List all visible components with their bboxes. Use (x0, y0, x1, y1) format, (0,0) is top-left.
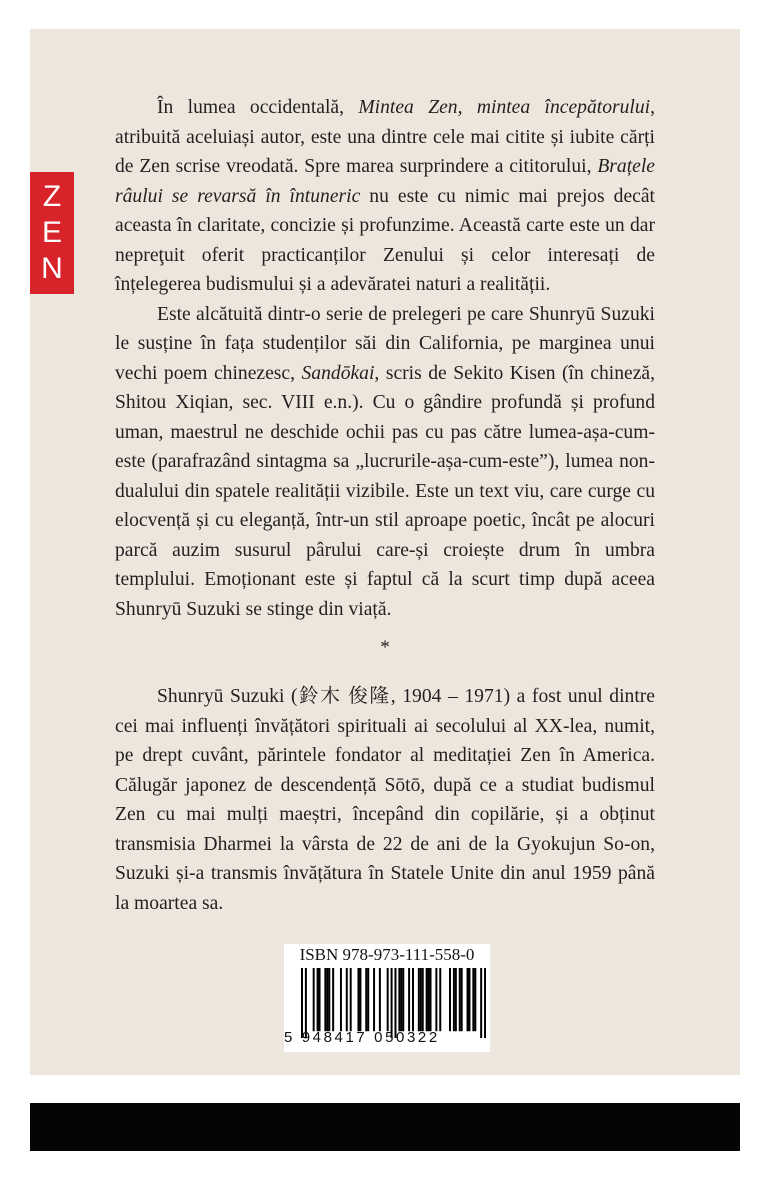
section-separator: * (380, 637, 390, 658)
zen-spine-tab (30, 172, 74, 294)
back_cover-paragraph1-run-1: Mintea Zen, mintea începătorului (358, 97, 651, 118)
barcode-bar (398, 968, 400, 1031)
back_cover-paragraph2-run-2: , scris de Sekito Kisen (în chineză, Shitou Xiqian, sec. VIII e.n.). Cu o gândire profundă și profund uman, maestrul ne deschide ochii pas cu pas către lumea-așa-cum-este (parafrazând sintagma sa „lucrurile-așa-cum-este”), lumea non-dualului din spatele realității vizibile. Este un text viu, care curge cu elocvență și cu eleganță, într-un stil aproape poetic, încât pe alocuri parcă auzim susurul pârului care-și croiește drum în umbra templului. Emoționant este și faptul că la scurt timp după aceea Shunryū Suzuki se stinge din viață. (115, 362, 655, 620)
author-bio-paragraph: Shunryū Suzuki (鈴木 俊隆, 1904 – 1971) a fost unul dintre cei mai influenți învățători spirituali ai secolului al XX-lea, numit, pe drept cuvânt, părintele fondator al meditației Zen în America. Călugăr japonez de descendență Sōtō, după ce a studiat budismul Zen cu mai mulți maeștri, începând din copilărie, și a obținut transmisia Dharmei la vârsta de 22 de ani de la Gyokujun So-on, Suzuki și-a transmis învățătura în Statele Unite din anul 1959 până la moartea sa. (115, 686, 655, 914)
barcode-bar (422, 968, 424, 1031)
barcode-bar (428, 968, 430, 1031)
description-paragraph-1 (115, 93, 655, 300)
barcode-bar (387, 968, 389, 1031)
barcode-bar (420, 968, 422, 1031)
barcode-bar (455, 968, 457, 1031)
barcode-bar (305, 968, 307, 1038)
barcode-bar (332, 968, 334, 1031)
barcode-bar (324, 968, 326, 1031)
barcode-bar (426, 968, 428, 1031)
back_cover-paragraph2-run-0: Este alcătuită dintr-o serie de prelegeri pe care Shunryū Suzuki le susține în fața studenților săi din California, pe marginea unui vechi poem chinezesc, (115, 303, 655, 384)
barcode-bar (484, 968, 486, 1038)
barcode-bar (449, 968, 451, 1031)
bottom-black-band (30, 1103, 740, 1151)
barcode-bar (359, 968, 361, 1031)
barcode-bar (373, 968, 375, 1031)
barcode-bar (435, 968, 437, 1031)
barcode-bar (459, 968, 461, 1031)
barcode-bar (394, 968, 396, 1038)
barcode-bar (439, 968, 441, 1031)
back-cover-text (115, 93, 655, 918)
barcode-bar (367, 968, 369, 1031)
barcode-bar (461, 968, 463, 1031)
back_cover-paragraph1-run-2: , atribuită aceluiași autor, este una dintre cele mai citite și iubite cărți de Zen scrise vreodată. Spre marea surprindere a cititorului, (115, 97, 656, 177)
zen-tab-label: ZEN (41, 180, 63, 285)
barcode-bar (379, 968, 381, 1031)
barcode-digits: 5 948417 050322 (284, 1029, 440, 1046)
barcode-bar (480, 968, 482, 1038)
barcode-bar (301, 968, 303, 1038)
back_cover-paragraph2-run-1: Sandōkai (301, 362, 375, 384)
barcode-bar (400, 968, 402, 1031)
barcode-bar (350, 968, 352, 1031)
barcode-image (290, 968, 486, 1038)
barcode-bar (468, 968, 470, 1031)
barcode-bar (412, 968, 414, 1031)
barcode-bar (328, 968, 330, 1031)
barcode-bar (365, 968, 367, 1031)
barcode-bar (346, 968, 348, 1031)
barcode-bar (474, 968, 476, 1031)
barcode-bar (319, 968, 321, 1031)
barcode-bar (357, 968, 359, 1031)
barcode-bar (326, 968, 328, 1031)
back_cover-paragraph1-run-3: Brațele râului se revarsă în întuneric (115, 156, 655, 207)
barcode-bar (340, 968, 342, 1031)
barcode-bar (430, 968, 432, 1031)
barcode-bar (418, 968, 420, 1031)
back_cover-paragraph1-run-0: În lumea occidentală, (157, 97, 359, 118)
barcode-bar (317, 968, 319, 1031)
barcode-bar (467, 968, 469, 1031)
barcode-bar (313, 968, 315, 1031)
barcode-bar (402, 968, 404, 1031)
barcode-bar (472, 968, 474, 1031)
back_cover-paragraph1-run-4: nu este cu nimic mai prejos decât aceasta în claritate, concizie și profunzime. Această carte este un dar nepreţuit oferit practicanților Zenului și celor interesați de înțelegerea budismului și a adevăratei naturi a realității. (115, 185, 656, 295)
description-paragraph-2 (115, 300, 655, 625)
barcode-block (284, 944, 490, 1052)
barcode-bar (408, 968, 410, 1031)
isbn-label: ISBN 978-973-111-558-0 (299, 945, 475, 964)
barcode-bar (391, 968, 393, 1038)
barcode-bar (453, 968, 455, 1031)
